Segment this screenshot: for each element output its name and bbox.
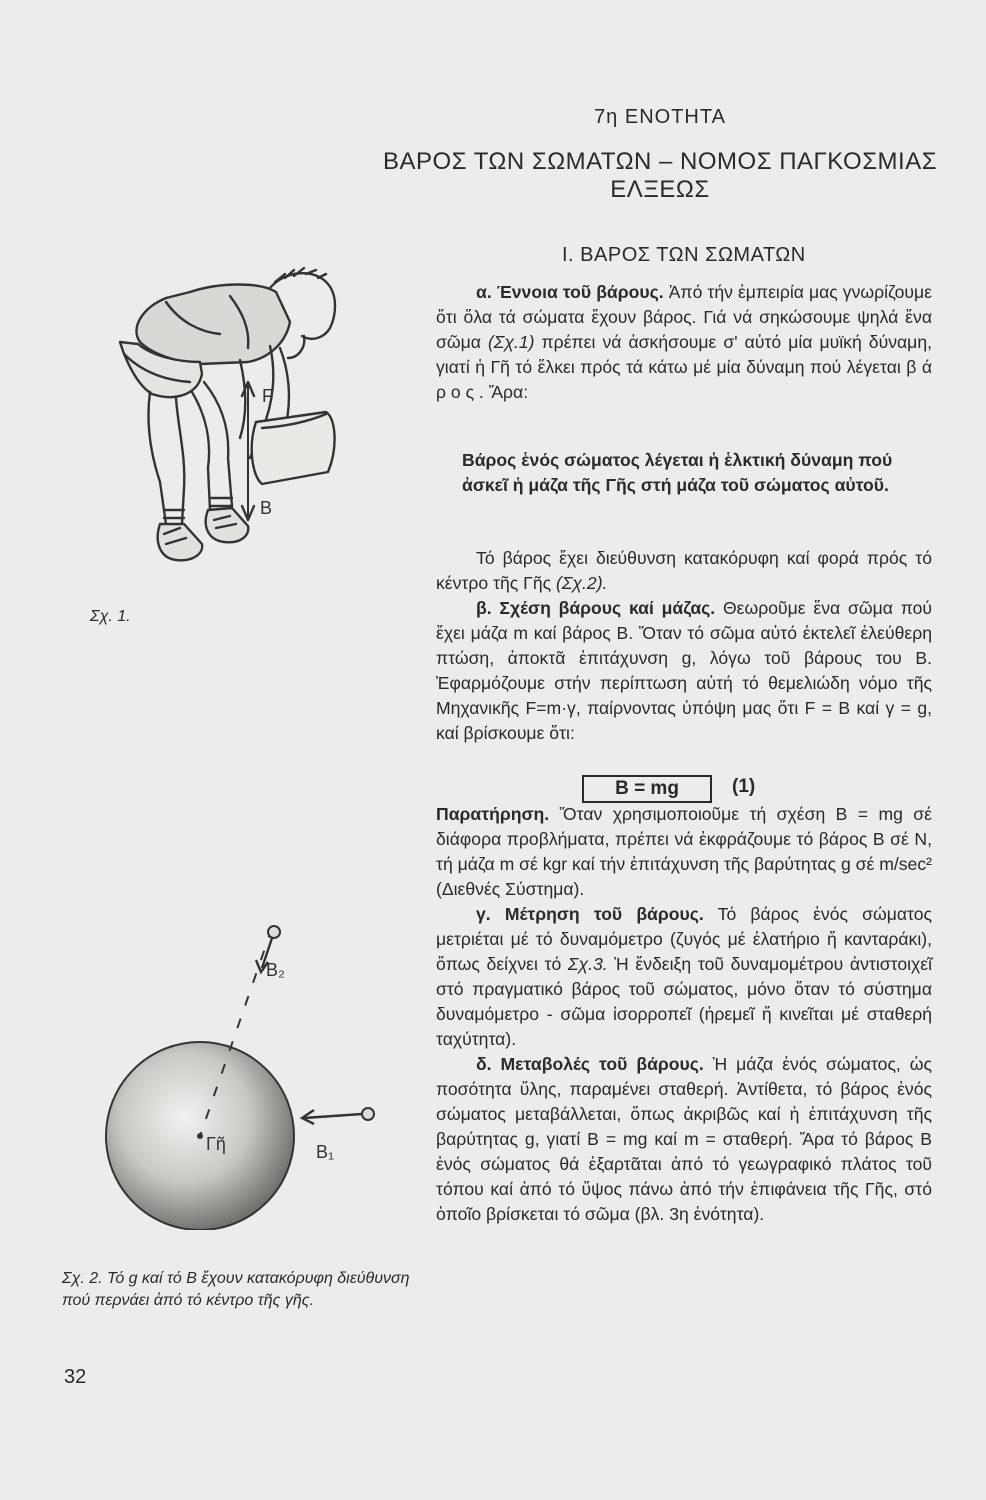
figure-reference: (Σχ.2).: [556, 573, 608, 593]
paragraph-heading: β. Σχέση βάρους καί μάζας.: [476, 598, 716, 618]
formula-row: [582, 775, 822, 803]
force-label-F: F: [262, 386, 273, 406]
figure2-caption: Σχ. 2. Τό g καί τό B ἔχουν κατακόρυφη διεύθυνση πού περνάει ἀπό τό κέντρο τῆς γῆς.: [62, 1270, 410, 1309]
chapter-title: ΒΑΡΟΣ ΤΩΝ ΣΩΜΑΤΩΝ – ΝΟΜΟΣ ΠΑΓΚΟΣΜΙΑΣ ΕΛΞΕΩΣ: [382, 148, 938, 203]
weight-definition: Βάρος ἑνός σώματος λέγεται ἡ ἑλκτική δύναμη πού ἀσκεῖ ἡ μάζα τῆς Γῆς στή μάζα τοῦ σώματος αὐτοῦ.: [462, 450, 893, 495]
figure1-caption: Σχ. 1.: [90, 608, 131, 625]
figure-person-lifting-box: [80, 262, 400, 602]
label-b2: B₂: [266, 960, 285, 980]
figure-reference: Σχ.3.: [567, 954, 608, 974]
formula-number: (1): [732, 776, 756, 797]
paragraph-heading: α. Έννοια τοῦ βάρους.: [476, 282, 664, 302]
label-earth-center: Γῆ: [206, 1134, 226, 1154]
subsection-title: Ι. ΒΑΡΟΣ ΤΩΝ ΣΩΜΑΤΩΝ: [562, 244, 806, 266]
body-b2: [268, 926, 280, 938]
paragraph-heading: γ. Μέτρηση τοῦ βάρους.: [476, 904, 704, 924]
formula-box: B = mg: [582, 775, 712, 803]
figure-reference: (Σχ.1): [487, 332, 535, 352]
paragraph-weight-mass-relation: Τό βάρος ἔχει διεύθυνση κατακόρυφη καί φορά πρός τό κέντρο τῆς Γῆς (Σχ.2). β. Σχέση βάρους καί μάζας. Θεωροῦμε ἕνα σῶμα πού ἔχει μάζα m καί βάρος Β. Ὅταν τό σῶμα αὐτό ἐκτελεῖ ἐλεύθερη πτώση, ἀποκτᾶ ἐπιτάχυνση g, λόγω τοῦ βάρους του Β. Ἐφαρμόζουμε στήν περίπτωση αὐτή τό θεμελιώδη νόμο τῆς Μηχανικῆς F=m·γ, παίρνοντας ὑπόψη μας ὅτι F = B καί γ = g, καί βρίσκουμε ὅτι:: [436, 548, 932, 743]
section-label: 7η ΕΝΟΤΗΤΑ: [594, 106, 726, 128]
paragraph-remarks: Παρατήρηση. Ὅταν χρησιμοποιοῦμε τή σχέση Β = mg σέ διάφορα προβλήματα, πρέπει νά ἐκφράζουμε τό βάρος Β σέ Ν, τή μάζα m σέ kgr καί τήν ἐπιτάχυνση τῆς βαρύτητας g σέ m/sec² (Διεθνές Σύστημα). γ. Μέτρηση τοῦ βάρους. Τό βάρος ἑνός σώματος μετριέται μέ τό δυναμόμετρο (ζυγός μέ ἐλατήριο ἤ κανταράκι), ὅπως δείχνει τό Σχ.3. Ἡ ἔνδειξη τοῦ δυναμομέτρου ἀντιστοιχεῖ στό πραγματικό βάρος τοῦ σώματος, μόνο ὅταν τό σύστημα δυναμόμετρο - σῶμα ἰσορροπεῖ (ἠρεμεῖ ἤ κινεῖται μέ σταθερή ταχύτητα). δ. Μεταβολές τοῦ βάρους. Ἡ μάζα ἑνός σώματος, ὡς ποσότητα ὕλης, παραμένει σταθερή. Ἀντίθετα, τό βάρος ἑνός σώματος μεταβάλλεται, ὅπως ἀκριβῶς καί ἡ ἐπιτάχυνση τῆς βαρύτητας g, γιατί Β = mg καί m = σταθερή. Ἄρα τό βάρος Β ἑνός σώματος θά ἐξαρτᾶται ἀπό τό γεωγραφικό πλάτος τοῦ τόπου καί ἀπό τό ὕψος πάνω ἀπό τήν ἐπιφάνεια τῆς Γῆς, στό ὁποῖο βρίσκεται τό σῶμα (βλ. 3η ἑνότητα).: [436, 804, 933, 1224]
page-number: 32: [64, 1366, 87, 1388]
figure-earth-weight-vectors: [96, 910, 396, 1230]
force-label-B: B: [260, 498, 273, 518]
paragraph-heading: Παρατήρηση.: [436, 804, 550, 824]
paragraph-heading: δ. Μεταβολές τοῦ βάρους.: [476, 1054, 704, 1074]
paragraph-concept-of-weight: α. Έννοια τοῦ βάρους. Ἀπό τήν ἐμπειρία μας γνωρίζουμε ὅτι ὅλα τά σώματα ἔχουν βάρος. Γιά νά σηκώσουμε ψηλά ἕνα σῶμα (Σχ.1) πρέπει νά ἀσκήσουμε σ' αὐτό μία μυϊκή δύναμη, γιατί ἡ Γῆ τό ἕλκει πρός τά κάτω μέ μία δύναμη πού λέγεται β ά ρ ο ς . Ἄρα:: [436, 282, 932, 402]
body-b1: [362, 1108, 374, 1120]
label-b1: B₁: [316, 1142, 335, 1162]
